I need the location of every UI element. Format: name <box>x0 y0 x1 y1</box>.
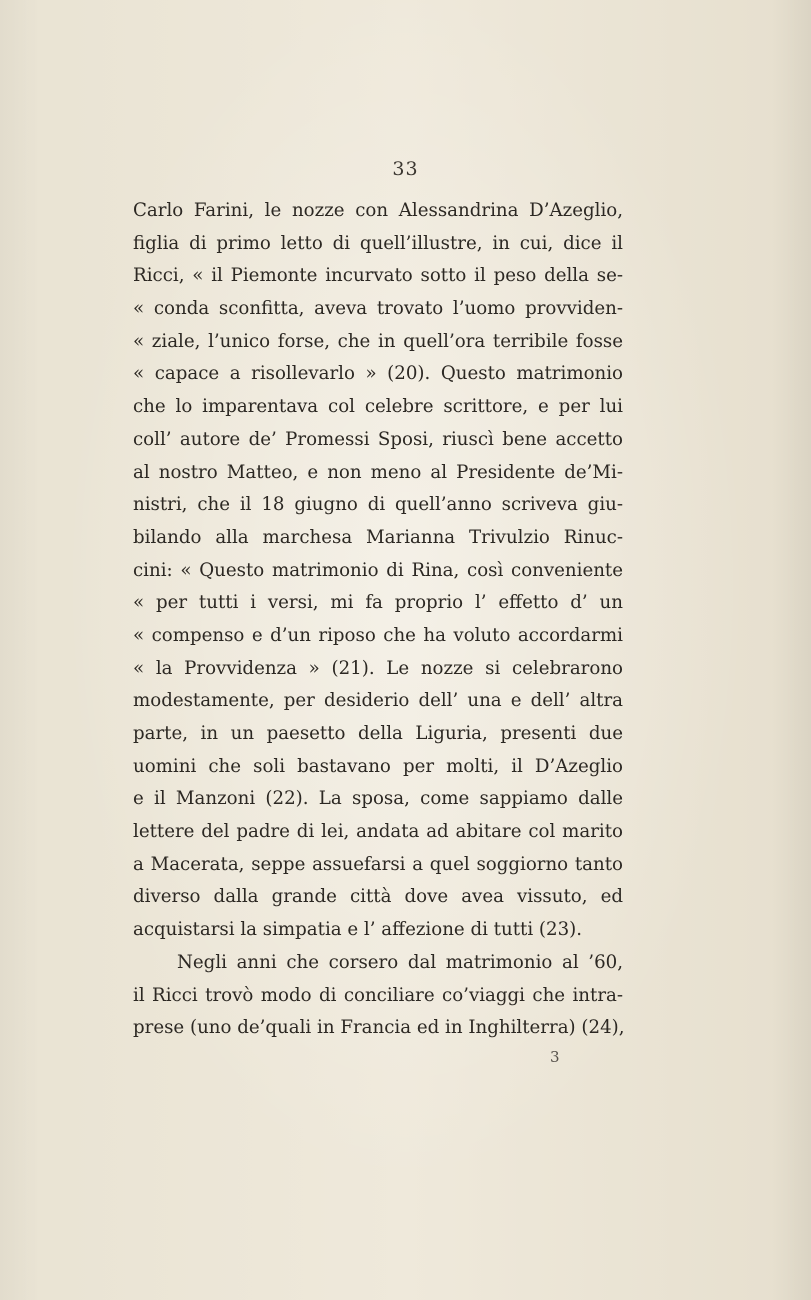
text-line: cini: « Questo matrimonio di Rina, così conveniente <box>133 559 623 581</box>
text-line: al nostro Matteo, e non meno al Presidente de’Mi- <box>133 461 623 483</box>
text-line: parte, in un paesetto della Liguria, presenti due <box>133 723 623 744</box>
page-number: 33 <box>392 158 419 180</box>
text-line: « ziale, l’unico forse, che in quell’ora terribile fosse <box>133 330 623 352</box>
text-line: Ricci, « il Piemonte incurvato sotto il peso della se- <box>133 265 623 287</box>
text-line: a Macerata, seppe assuefarsi a quel soggiorno tanto <box>133 853 623 875</box>
text-line: « compenso e d’un riposo che ha voluto accordarmi <box>133 624 623 646</box>
text-line: il Ricci trovò modo di conciliare co’viaggi che intra- <box>133 984 623 1006</box>
text-line: bilando alla marchesa Marianna Trivulzio Rinuc- <box>133 526 623 548</box>
text-line: coll’ autore de’ Promessi Sposi, riuscì bene accetto <box>133 428 623 450</box>
signature-mark: 3 <box>550 1048 560 1066</box>
text-line: prese (uno de’quali in Francia ed in Inghilterra) (24), <box>133 1017 625 1039</box>
body-text <box>133 195 623 1045</box>
text-line: Carlo Farini, le nozze con Alessandrina D’Azeglio, <box>133 200 623 221</box>
page-shadow-right <box>771 0 811 1300</box>
text-line: « conda sconfitta, aveva trovato l’uomo provviden- <box>133 298 623 320</box>
text-line: lettere del padre di lei, andata ad abitare col marito <box>133 821 623 843</box>
text-line: « la Provvidenza » (21). Le nozze si celebrarono <box>133 657 623 679</box>
text-line: figlia di primo letto di quell’illustre, in cui, dice il <box>133 232 623 254</box>
text-line: diverso dalla grande città dove avea vissuto, ed <box>133 886 623 908</box>
text-line: modestamente, per desiderio dell’ una e dell’ altra <box>133 690 623 712</box>
text-line: e il Manzoni (22). La sposa, come sappiamo dalle <box>133 788 623 810</box>
text-line: acquistarsi la simpatia e l’ affezione di tutti (23). <box>133 919 583 941</box>
text-line: nistri, che il 18 giugno di quell’anno scriveva giu- <box>133 494 623 516</box>
text-line: « per tutti i versi, mi fa proprio l’ effetto d’ un <box>133 592 623 614</box>
text-line: che lo imparentava col celebre scrittore, e per lui <box>133 396 623 418</box>
text-line-paragraph-start: Negli anni che corsero dal matrimonio al ’60, <box>177 951 623 973</box>
text-line: uomini che soli bastavano per molti, il D’Azeglio <box>133 755 623 777</box>
page-shadow-left <box>0 0 40 1300</box>
text-line: « capace a risollevarlo » (20). Questo matrimonio <box>133 363 623 385</box>
